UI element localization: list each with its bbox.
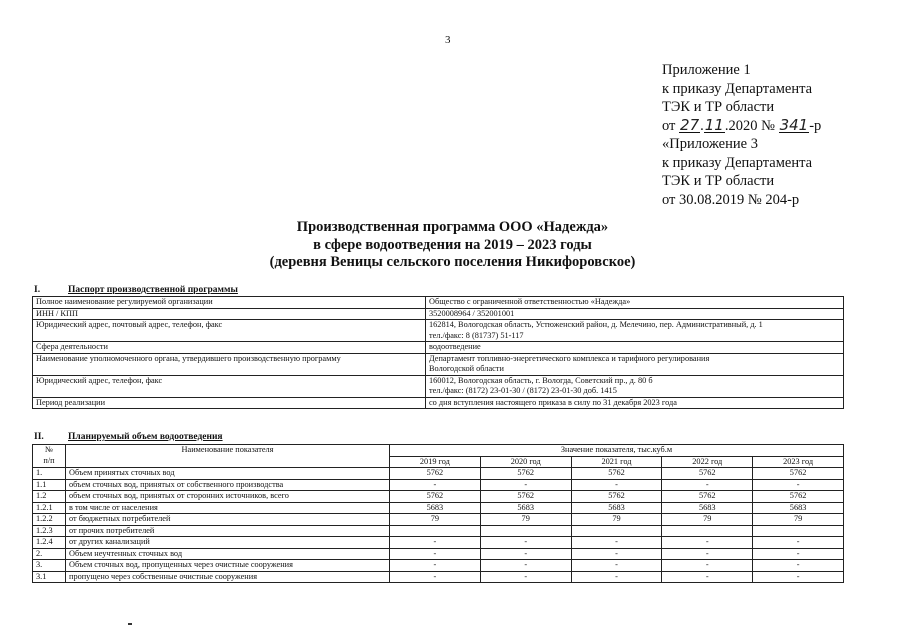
passport-value-line: тел./факс: 8 (81737) 51-117: [429, 330, 524, 340]
row-value: -: [480, 571, 571, 583]
row-value: -: [753, 537, 844, 549]
col-header-number: № п/п: [33, 445, 66, 468]
table-row: [33, 353, 844, 375]
scan-mark: [128, 623, 132, 625]
row-number: 1.2.1: [33, 502, 66, 514]
table-row: [33, 320, 844, 342]
appendix-line: «Приложение 3: [662, 136, 758, 152]
row-value: 5762: [662, 468, 753, 480]
row-name: Объем сточных вод, пропущенных через очистные сооружения: [66, 560, 390, 572]
row-value: -: [662, 548, 753, 560]
row-value: -: [753, 560, 844, 572]
appendix-line: к приказу Департамента: [662, 154, 813, 171]
appendix-line: Приложение 1: [662, 62, 751, 78]
row-number: 1.1: [33, 479, 66, 491]
order-suffix: -р: [809, 117, 822, 134]
row-value: 5762: [390, 491, 481, 503]
table-row: [33, 308, 844, 320]
row-value: 79: [753, 514, 844, 526]
row-value: -: [753, 479, 844, 491]
row-value: 5762: [390, 468, 481, 480]
row-value: -: [480, 479, 571, 491]
table-row: [33, 514, 844, 526]
row-value: -: [571, 560, 662, 572]
appendix-line: к приказу Департамента: [662, 80, 813, 97]
row-value: 5762: [480, 491, 571, 503]
row-value: -: [662, 537, 753, 549]
passport-value-line: Департамент топливно-энергетического комплекса и тарифного регулирования: [429, 353, 710, 363]
table-row: [33, 502, 844, 514]
row-value: -: [571, 537, 662, 549]
row-value: 5762: [662, 491, 753, 503]
table-row: [33, 491, 844, 503]
row-value: -: [662, 560, 753, 572]
row-value: 5762: [753, 468, 844, 480]
row-value: -: [571, 479, 662, 491]
row-value: 5762: [571, 491, 662, 503]
appendix-block: [662, 61, 821, 209]
table-row: [33, 571, 844, 583]
row-value: [571, 525, 662, 537]
row-value: -: [662, 479, 753, 491]
row-name: от бюджетных потребителей: [66, 514, 390, 526]
row-name: от прочих потребителей: [66, 525, 390, 537]
date-prefix: от: [662, 117, 676, 134]
row-value: -: [571, 571, 662, 583]
passport-value: [426, 342, 844, 354]
row-name: объем сточных вод, принятых от сторонних источников, всего: [66, 491, 390, 503]
document-title: [0, 219, 905, 272]
passport-label: ИНН / КПП: [33, 308, 426, 320]
row-value: 79: [662, 514, 753, 526]
appendix-line: ТЭК и ТР области: [662, 99, 775, 115]
row-value: 5762: [480, 468, 571, 480]
row-value: -: [390, 560, 481, 572]
passport-value-line: водоотведение: [429, 342, 481, 351]
section-number: II.: [34, 432, 44, 442]
row-value: -: [753, 548, 844, 560]
handwritten-month: 11: [704, 115, 724, 134]
row-value: 5762: [571, 468, 662, 480]
passport-value-line: 160012, Вологодская область, г. Вологда, Советский пр., д. 80 б: [429, 375, 653, 385]
row-number: 1.2.4: [33, 537, 66, 549]
row-value: [480, 525, 571, 537]
appendix-line: ТЭК и ТР области: [662, 173, 775, 189]
passport-value-line: Вологодской области: [429, 364, 504, 373]
title-line: в сфере водоотведения на 2019 – 2023 годы: [313, 236, 592, 253]
passport-value: [426, 397, 844, 409]
volume-table: [32, 444, 844, 583]
row-name: объем сточных вод, принятых от собственного производства: [66, 479, 390, 491]
passport-label: Юридический адрес, телефон, факс: [33, 375, 426, 397]
row-value: -: [753, 571, 844, 583]
row-value: 79: [390, 514, 481, 526]
handwritten-day: 27: [680, 115, 700, 134]
row-value: -: [390, 571, 481, 583]
row-value: -: [480, 537, 571, 549]
passport-value: [426, 375, 844, 397]
col-header-year: 2019 год: [390, 456, 481, 468]
title-line: Производственная программа ООО «Надежда»: [296, 219, 609, 235]
table-row: [33, 375, 844, 397]
row-number: 2.: [33, 548, 66, 560]
section-title: Планируемый объем водоотведения: [68, 432, 223, 442]
passport-label: Сфера деятельности: [33, 342, 426, 354]
passport-table: [32, 296, 844, 409]
col-header-year: 2023 год: [753, 456, 844, 468]
passport-value-line: со дня вступления настоящего приказа в силу по 31 декабря 2023 года: [429, 397, 677, 407]
table-row: [33, 468, 844, 480]
appendix-date-line: [662, 117, 821, 136]
passport-value: [426, 308, 844, 320]
col-header-year: 2022 год: [662, 456, 753, 468]
col-header-name: Наименование показателя: [66, 445, 390, 468]
section-heading-passport: [34, 285, 238, 295]
row-name: пропущено через собственные очистные сооружения: [66, 571, 390, 583]
table-row: [33, 560, 844, 572]
table-row: [33, 537, 844, 549]
row-value: 5683: [480, 502, 571, 514]
col-header-value: Значение показателя, тыс.куб.м: [390, 445, 844, 457]
table-row: [33, 525, 844, 537]
row-number: 1.2: [33, 491, 66, 503]
row-value: -: [480, 548, 571, 560]
passport-label: Полное наименование регулируемой организации: [33, 297, 426, 309]
row-number: 1.2.2: [33, 514, 66, 526]
title-line: (деревня Веницы сельского поселения Никифоровское): [269, 254, 636, 270]
passport-value-line: тел./факс: (8172) 23-01-30 / (8172) 23-01-30 доб. 1415: [429, 386, 617, 395]
row-value: 5762: [753, 491, 844, 503]
row-name: от других канализаций: [66, 537, 390, 549]
row-number: 1.: [33, 468, 66, 480]
row-value: 79: [571, 514, 662, 526]
row-value: -: [390, 479, 481, 491]
row-name: Объем неучтенных сточных вод: [66, 548, 390, 560]
row-name: в том числе от населения: [66, 502, 390, 514]
row-name: Объем принятых сточных вод: [66, 468, 390, 480]
row-number: 3.: [33, 560, 66, 572]
row-value: 5683: [662, 502, 753, 514]
passport-label: Период реализации: [33, 397, 426, 409]
row-value: -: [390, 548, 481, 560]
section-title: Паспорт производственной программы: [68, 285, 238, 295]
passport-value: [426, 320, 844, 342]
table-row: [33, 397, 844, 409]
appendix-line: от 30.08.2019 № 204-р: [662, 191, 800, 208]
date-year: .2020 №: [724, 117, 775, 134]
section-number: I.: [34, 285, 41, 295]
row-number: 1.2.3: [33, 525, 66, 537]
table-row: [33, 342, 844, 354]
row-value: 5683: [753, 502, 844, 514]
row-number: 3.1: [33, 571, 66, 583]
passport-value: [426, 297, 844, 309]
passport-value-line: 3520008964 / 352001001: [429, 308, 515, 318]
row-value: [390, 525, 481, 537]
page-number: 3: [445, 34, 451, 46]
table-row: [33, 479, 844, 491]
col-header-year: 2020 год: [480, 456, 571, 468]
row-value: [753, 525, 844, 537]
passport-label: Наименование уполномоченного органа, утвердившего производственную программу: [33, 353, 426, 375]
row-value: -: [571, 548, 662, 560]
passport-value-line: 162814, Вологодская область, Устюженский район, д. Мелечино, пер. Административный, д. 1: [429, 320, 763, 329]
date-sep: .: [700, 117, 704, 134]
handwritten-order-number: 341: [779, 115, 809, 134]
passport-label: Юридический адрес, почтовый адрес, телефон, факс: [33, 320, 426, 342]
section-heading-volume: [34, 432, 223, 442]
row-value: -: [390, 537, 481, 549]
table-row: [33, 548, 844, 560]
row-value: [662, 525, 753, 537]
row-value: -: [480, 560, 571, 572]
row-value: -: [662, 571, 753, 583]
table-row: [33, 297, 844, 309]
row-value: 5683: [571, 502, 662, 514]
passport-value: [426, 353, 844, 375]
row-value: 79: [480, 514, 571, 526]
passport-value-line: Общество с ограниченной ответственностью «Надежда»: [429, 297, 631, 306]
col-header-year: 2021 год: [571, 456, 662, 468]
row-value: 5683: [390, 502, 481, 514]
